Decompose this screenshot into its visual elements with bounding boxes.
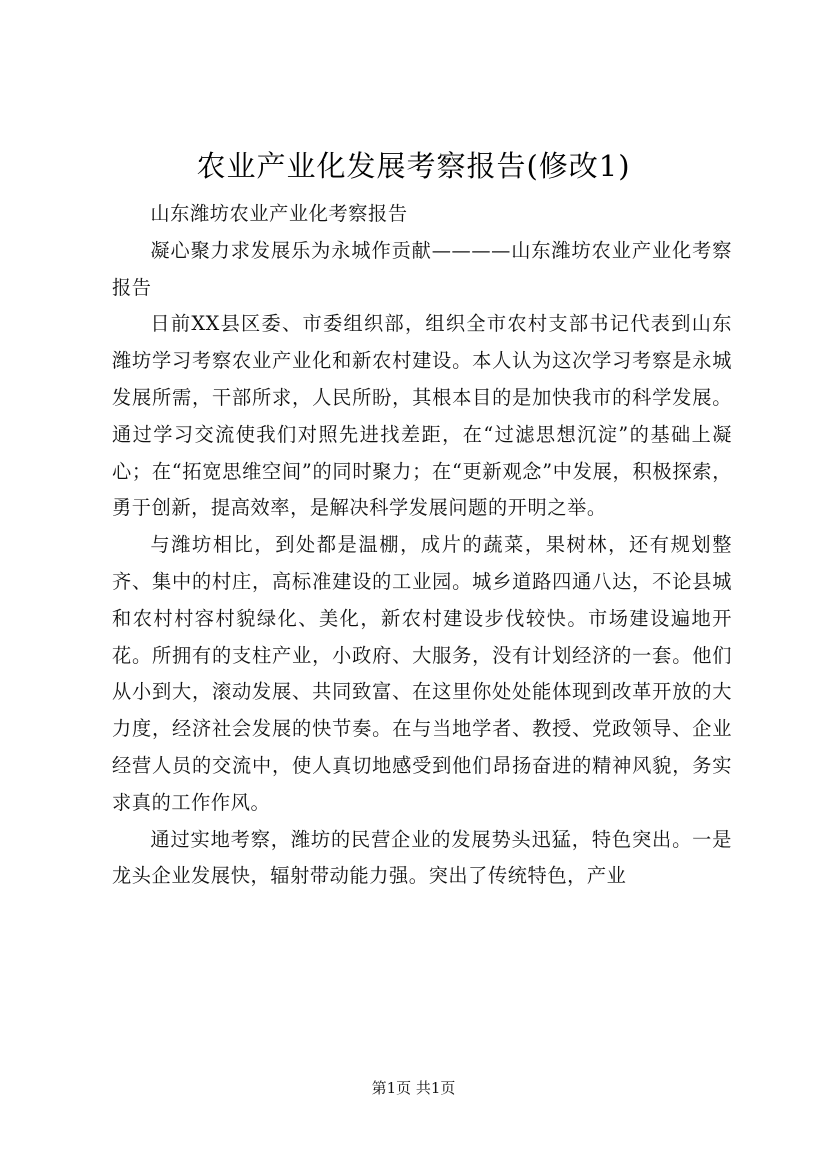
document-title: 农业产业化发展考察报告(修改1) [196,149,631,183]
paragraph-subtitle: 山东潍坊农业产业化考察报告 [150,202,408,225]
paragraph-intro: 日前XX县区委、市委组织部，组织全市农村支部书记代表到山东潍坊学习考察农业产业化和新农村建设。本人认为这次学习考察是永城发展所需，干部所求，人民所盼，其根本目的是加快我市的科学发展。通过学习交流使我们对照先进找差距，在“过滤思想沉淀”的基础上凝心；在“拓宽思维空间”的同时聚力；在“更新观念”中发展，积极探索，勇于创新，提高效率，是解决科学发展问题的开明之举。 [112,312,732,520]
document-body [112,196,732,895]
paragraph-heading: 凝心聚力求发展乐为永城作贡献————山东潍坊农业产业化考察报告 [112,238,732,299]
page-footer: 第1页 共1页 [371,1079,456,1097]
paragraph-findings: 通过实地考察，潍坊的民营企业的发展势头迅猛，特色突出。一是龙头企业发展快，辐射带动能力强。突出了传统特色，产业 [112,827,732,888]
paragraph-comparison: 与潍坊相比，到处都是温棚，成片的蔬菜，果树林，还有规划整齐、集中的村庄，高标准建设的工业园。城乡道路四通八达，不论县城和农村村容村貌绿化、美化，新农村建设步伐较快。市场建设遍地开花。所拥有的支柱产业，小政府、大服务，没有计划经济的一套。他们从小到大，滚动发展、共同致富、在这里你处处能体现到改革开放的大力度，经济社会发展的快节奏。在与当地学者、教授、党政领导、企业经营人员的交流中，使人真切地感受到他们昂扬奋进的精神风貌，务实求真的工作作风。 [112,533,732,814]
